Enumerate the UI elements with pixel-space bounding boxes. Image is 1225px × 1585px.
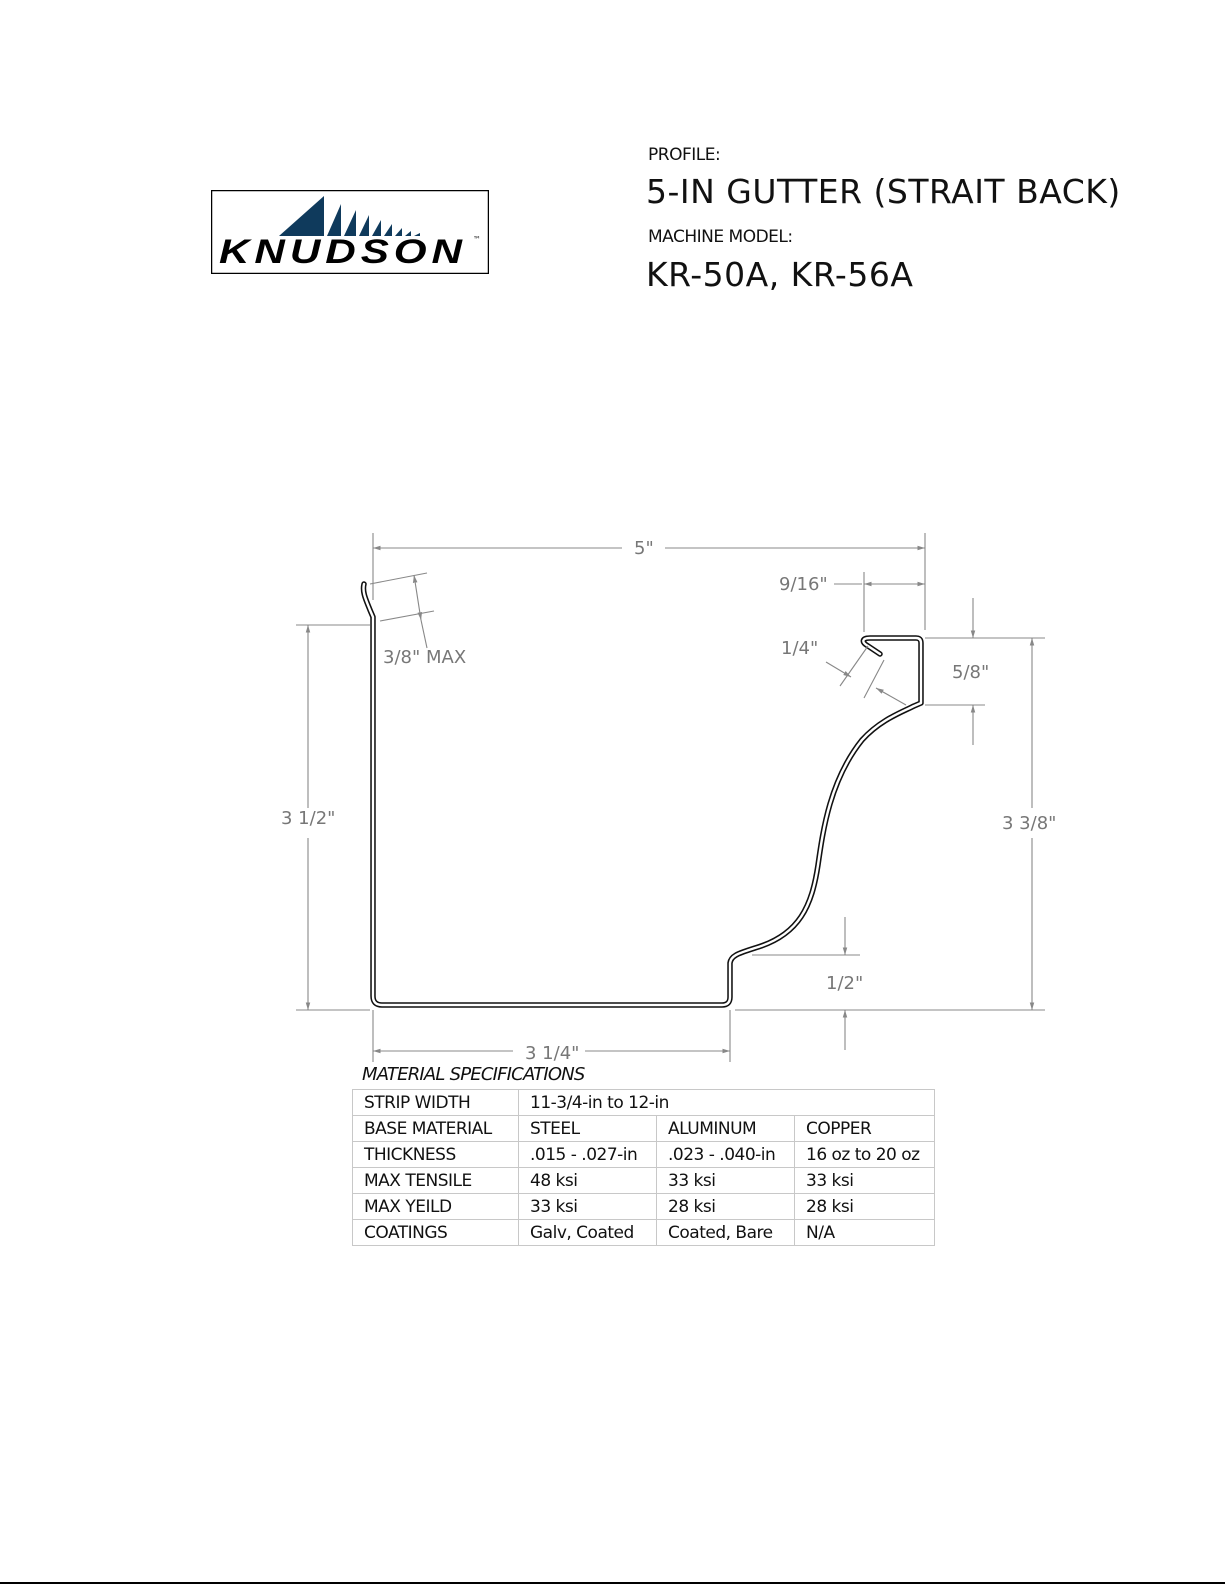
spec-value: 33 ksi <box>519 1194 657 1220</box>
dim-back-flange: 3/8" MAX <box>383 647 467 668</box>
spec-value: 33 ksi <box>657 1168 795 1194</box>
spec-label: BASE MATERIAL <box>353 1116 519 1142</box>
spec-label: COATINGS <box>353 1220 519 1246</box>
spec-value: 48 ksi <box>519 1168 657 1194</box>
profile-value: 5-IN GUTTER (STRAIT BACK) <box>646 172 1121 211</box>
dim-lip-height: 5/8" <box>952 662 990 683</box>
material-specifications-title: MATERIAL SPECIFICATIONS <box>362 1064 585 1085</box>
table-row <box>353 1194 935 1220</box>
material-specifications-table <box>352 1089 935 1246</box>
table-row <box>353 1168 935 1194</box>
spec-label: STRIP WIDTH <box>353 1090 519 1116</box>
machine-model-value: KR-50A, KR-56A <box>646 255 914 294</box>
spec-label: THICKNESS <box>353 1142 519 1168</box>
table-row <box>353 1116 935 1142</box>
dim-lip-width: 9/16" <box>779 574 828 595</box>
spec-value: STEEL <box>519 1116 657 1142</box>
spec-value: 28 ksi <box>795 1194 935 1220</box>
logo-trademark: ™ <box>473 235 481 244</box>
table-row <box>353 1090 935 1116</box>
spec-value: Galv, Coated <box>519 1220 657 1246</box>
table-row <box>353 1220 935 1246</box>
spec-value: COPPER <box>795 1116 935 1142</box>
spec-value: Coated, Bare <box>657 1220 795 1246</box>
logo-wordmark: KNUDSON <box>219 233 467 271</box>
spec-value: 11-3/4-in to 12-in <box>519 1090 935 1116</box>
spec-value: .023 - .040-in <box>657 1142 795 1168</box>
spec-value: 33 ksi <box>795 1168 935 1194</box>
dim-hem: 1/4" <box>781 638 819 659</box>
table-row <box>353 1142 935 1168</box>
machine-model-label: MACHINE MODEL: <box>648 227 793 247</box>
spec-value: 28 ksi <box>657 1194 795 1220</box>
spec-label: MAX TENSILE <box>353 1168 519 1194</box>
dim-overall-width: 5" <box>634 538 654 559</box>
page-bottom-rule <box>0 1582 1225 1584</box>
dim-bottom-width: 3 1/4" <box>525 1043 580 1064</box>
spec-value: ALUMINUM <box>657 1116 795 1142</box>
dim-step-height: 1/2" <box>826 973 864 994</box>
dim-back-height: 3 1/2" <box>281 808 336 829</box>
spec-label: MAX YEILD <box>353 1194 519 1220</box>
profile-label: PROFILE: <box>648 145 721 165</box>
spec-value: N/A <box>795 1220 935 1246</box>
spec-value: .015 - .027-in <box>519 1142 657 1168</box>
spec-value: 16 oz to 20 oz <box>795 1142 935 1168</box>
dim-front-height: 3 3/8" <box>1002 813 1057 834</box>
